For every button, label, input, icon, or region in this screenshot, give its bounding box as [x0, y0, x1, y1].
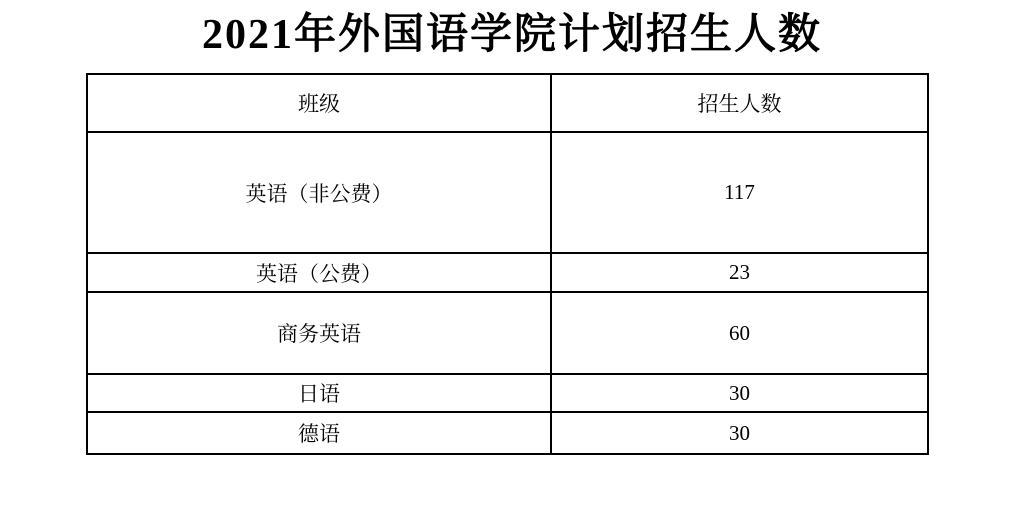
count-cell: 23 [551, 253, 928, 292]
header-cell-count: 招生人数 [551, 74, 928, 132]
table-row [87, 412, 928, 454]
count-cell: 30 [551, 374, 928, 412]
table-row [87, 132, 928, 253]
table-header-row [87, 74, 928, 132]
page-title: 2021年外国语学院计划招生人数 [201, 12, 822, 58]
table-row [87, 292, 928, 374]
class-name-cell: 商务英语 [87, 292, 551, 374]
class-name-cell: 英语（非公费） [87, 132, 551, 253]
count-cell: 60 [551, 292, 928, 374]
class-name-cell: 英语（公费） [87, 253, 551, 292]
enrollment-table [86, 73, 929, 455]
table-row [87, 253, 928, 292]
header-cell-class: 班级 [87, 74, 551, 132]
class-name-cell: 日语 [87, 374, 551, 412]
count-cell: 117 [551, 132, 928, 253]
class-name-cell: 德语 [87, 412, 551, 454]
count-cell: 30 [551, 412, 928, 454]
table-row [87, 374, 928, 412]
